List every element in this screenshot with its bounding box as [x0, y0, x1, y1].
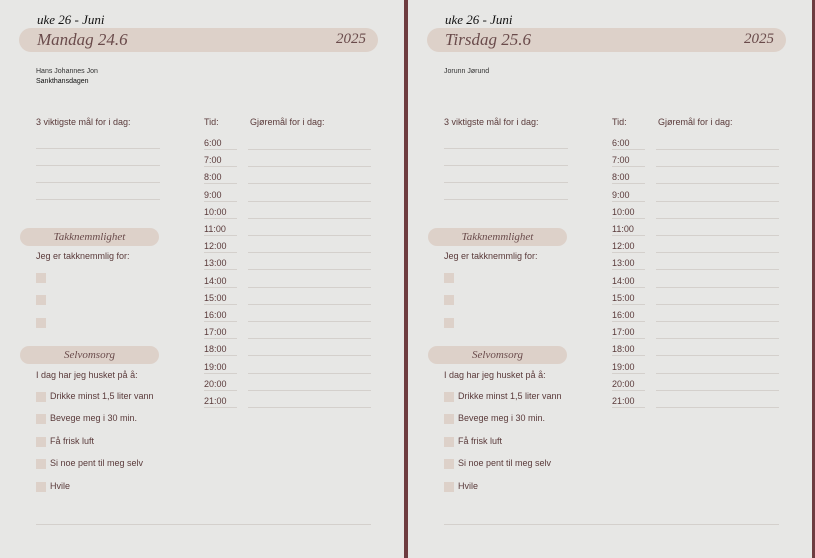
- selfcare-checkbox[interactable]: [444, 414, 454, 424]
- day-title: Mandag 24.6: [37, 30, 128, 49]
- selfcare-header: Selvomsorg: [428, 346, 567, 364]
- todo-line[interactable]: [248, 235, 371, 236]
- time-slot-label: 11:00: [204, 224, 226, 234]
- todo-line[interactable]: [656, 407, 779, 408]
- todo-line[interactable]: [248, 373, 371, 374]
- todo-line[interactable]: [656, 201, 779, 202]
- selfcare-header: Selvomsorg: [20, 346, 159, 364]
- time-slot-label: 8:00: [204, 172, 222, 183]
- todo-line[interactable]: [656, 235, 779, 236]
- time-slot-underline: [612, 235, 645, 236]
- todo-line[interactable]: [248, 269, 371, 270]
- selfcare-item-label: Bevege meg i 30 min.: [458, 413, 546, 424]
- selfcare-item-label: Hvile: [50, 480, 71, 491]
- time-slot-underline: [612, 338, 645, 339]
- todo-line[interactable]: [248, 183, 371, 184]
- selfcare-checkbox[interactable]: [36, 437, 46, 447]
- time-slot-underline: [204, 304, 237, 305]
- time-slot-underline: [204, 390, 237, 391]
- name-day-names: Hans Johannes Jon: [36, 68, 98, 75]
- todo-line[interactable]: [656, 338, 779, 339]
- time-slot-label: 7:00: [204, 155, 222, 166]
- todo-line[interactable]: [656, 304, 779, 305]
- time-slot-label: 20:00: [612, 378, 635, 389]
- todo-line[interactable]: [656, 355, 779, 356]
- todo-line[interactable]: [656, 287, 779, 288]
- gratitude-checkbox[interactable]: [36, 273, 46, 283]
- gratitude-prompt: Jeg er takknemmlig for:: [36, 251, 130, 261]
- time-slot-underline: [612, 373, 645, 374]
- bottom-note-line[interactable]: [36, 524, 371, 525]
- gratitude-checkbox[interactable]: [36, 295, 46, 305]
- time-slot-underline: [612, 407, 645, 408]
- selfcare-item-label: Få frisk luft: [458, 435, 503, 446]
- name-day-block: [444, 67, 489, 77]
- goal-line[interactable]: [444, 148, 568, 149]
- selfcare-item-label: Si noe pent til meg selv: [458, 458, 552, 469]
- selfcare-checkbox[interactable]: [444, 437, 454, 447]
- todo-line[interactable]: [656, 390, 779, 391]
- time-slot-label: 9:00: [204, 189, 222, 200]
- goals-heading: 3 viktigste mål for i dag:: [444, 117, 539, 127]
- time-slot-label: 14:00: [612, 275, 635, 286]
- time-slot-label: 16:00: [204, 310, 227, 320]
- selfcare-checkbox[interactable]: [36, 459, 46, 469]
- time-slot-label: 21:00: [612, 396, 635, 406]
- time-slot-underline: [204, 149, 237, 150]
- selfcare-checkbox[interactable]: [36, 392, 46, 402]
- day-title: Tirsdag 25.6: [445, 30, 531, 49]
- year-label: 2025: [336, 31, 366, 47]
- todo-line[interactable]: [248, 149, 371, 150]
- time-slot-underline: [204, 407, 237, 408]
- todo-line[interactable]: [656, 373, 779, 374]
- todo-line[interactable]: [656, 166, 779, 167]
- todo-line[interactable]: [248, 390, 371, 391]
- selfcare-checkbox[interactable]: [444, 392, 454, 402]
- todo-line[interactable]: [248, 166, 371, 167]
- time-slot-label: 17:00: [204, 327, 227, 338]
- time-slot-label: 20:00: [204, 378, 227, 389]
- time-slot-label: 12:00: [204, 241, 227, 252]
- selfcare-item-label: Si noe pent til meg selv: [50, 458, 144, 469]
- todo-line[interactable]: [248, 304, 371, 305]
- selfcare-item-label: Få frisk luft: [50, 435, 95, 446]
- bottom-note-line[interactable]: [444, 524, 779, 525]
- time-slot-underline: [612, 149, 645, 150]
- time-slot-label: 12:00: [612, 241, 635, 252]
- time-slot-underline: [204, 338, 237, 339]
- time-slot-label: 8:00: [612, 172, 630, 183]
- time-slot-label: 9:00: [612, 189, 630, 200]
- time-slot-label: 7:00: [612, 155, 630, 166]
- goal-line[interactable]: [444, 182, 568, 183]
- time-slot-underline: [204, 183, 237, 184]
- time-slot-label: 18:00: [204, 344, 227, 355]
- time-slot-underline: [612, 252, 645, 253]
- todo-line[interactable]: [248, 407, 371, 408]
- gratitude-checkbox[interactable]: [444, 273, 454, 283]
- todo-heading: Gjøremål for i dag:: [250, 117, 325, 127]
- time-slot-underline: [612, 304, 645, 305]
- selfcare-prompt: I dag har jeg husket på å:: [36, 370, 138, 380]
- gratitude-prompt: Jeg er takknemmlig for:: [444, 251, 538, 261]
- gratitude-header: Takknemmlighet: [428, 228, 567, 246]
- time-slot-underline: [204, 252, 237, 253]
- gratitude-checkbox[interactable]: [444, 318, 454, 328]
- year-label: 2025: [744, 31, 774, 47]
- day-header-band: [427, 28, 786, 52]
- time-slot-underline: [612, 355, 645, 356]
- time-slot-label: 18:00: [612, 344, 635, 355]
- time-slot-underline: [204, 166, 237, 167]
- time-slot-label: 6:00: [204, 138, 222, 148]
- todo-line[interactable]: [248, 321, 371, 322]
- todo-line[interactable]: [656, 252, 779, 253]
- selfcare-item-label: Drikke minst 1,5 liter vann: [50, 391, 154, 401]
- todo-line[interactable]: [656, 269, 779, 270]
- time-slot-underline: [204, 218, 237, 219]
- goal-line[interactable]: [444, 165, 568, 166]
- gratitude-checkbox[interactable]: [444, 295, 454, 305]
- time-slot-underline: [204, 355, 237, 356]
- time-slot-label: 15:00: [612, 292, 635, 303]
- time-slot-label: 19:00: [204, 361, 227, 372]
- time-slot-underline: [612, 218, 645, 219]
- time-slot-label: 15:00: [204, 292, 227, 303]
- time-slot-underline: [204, 235, 237, 236]
- time-slot-underline: [204, 287, 237, 288]
- time-heading: Tid:: [204, 117, 219, 127]
- todo-line[interactable]: [656, 218, 779, 219]
- todo-line[interactable]: [656, 183, 779, 184]
- time-slot-underline: [612, 287, 645, 288]
- goal-line[interactable]: [36, 182, 160, 183]
- time-heading: Tid:: [612, 117, 627, 127]
- selfcare-item-label: Drikke minst 1,5 liter vann: [458, 391, 562, 401]
- goals-heading: 3 viktigste mål for i dag:: [36, 117, 131, 127]
- time-slot-label: 6:00: [612, 138, 630, 148]
- day-header-band: [19, 28, 378, 52]
- holiday-label: Sankthansdagen: [36, 78, 89, 85]
- todo-heading: Gjøremål for i dag:: [658, 117, 733, 127]
- gratitude-checkbox[interactable]: [36, 318, 46, 328]
- selfcare-item-label: Hvile: [458, 480, 479, 491]
- time-slot-label: 10:00: [204, 206, 227, 217]
- time-slot-underline: [204, 269, 237, 270]
- goal-line[interactable]: [36, 165, 160, 166]
- selfcare-prompt: I dag har jeg husket på å:: [444, 370, 546, 380]
- time-slot-underline: [612, 390, 645, 391]
- todo-line[interactable]: [248, 218, 371, 219]
- time-slot-label: 13:00: [612, 258, 635, 269]
- time-slot-label: 13:00: [204, 258, 227, 269]
- time-slot-underline: [612, 201, 645, 202]
- todo-line[interactable]: [248, 287, 371, 288]
- time-slot-label: 10:00: [612, 206, 635, 217]
- selfcare-checkbox[interactable]: [444, 459, 454, 469]
- right-page: [408, 0, 815, 558]
- goal-line[interactable]: [36, 148, 160, 149]
- todo-line[interactable]: [248, 201, 371, 202]
- goal-line[interactable]: [444, 199, 568, 200]
- time-slot-underline: [204, 373, 237, 374]
- todo-line[interactable]: [248, 355, 371, 356]
- time-slot-underline: [204, 321, 237, 322]
- time-slot-label: 11:00: [612, 224, 634, 234]
- goal-line[interactable]: [36, 199, 160, 200]
- time-slot-label: 17:00: [612, 327, 635, 338]
- todo-line[interactable]: [248, 252, 371, 253]
- time-slot-underline: [204, 201, 237, 202]
- time-slot-label: 21:00: [204, 396, 227, 406]
- selfcare-checkbox[interactable]: [444, 482, 454, 492]
- left-page: [0, 0, 407, 558]
- time-slot-underline: [612, 269, 645, 270]
- time-slot-underline: [612, 166, 645, 167]
- week-label: uke 26 - Juni: [37, 12, 105, 27]
- week-label: uke 26 - Juni: [445, 12, 513, 27]
- selfcare-checkbox[interactable]: [36, 414, 46, 424]
- time-slot-label: 16:00: [612, 310, 635, 320]
- name-day-names: Jorunn Jørund: [444, 68, 490, 75]
- todo-line[interactable]: [248, 338, 371, 339]
- time-slot-underline: [612, 321, 645, 322]
- gratitude-header: Takknemmlighet: [20, 228, 159, 246]
- todo-line[interactable]: [656, 149, 779, 150]
- todo-line[interactable]: [656, 321, 779, 322]
- binding-spine: [404, 0, 408, 558]
- time-slot-underline: [612, 183, 645, 184]
- selfcare-checkbox[interactable]: [36, 482, 46, 492]
- time-slot-label: 14:00: [204, 275, 227, 286]
- name-day-block: [36, 67, 98, 87]
- time-slot-label: 19:00: [612, 361, 635, 372]
- selfcare-item-label: Bevege meg i 30 min.: [50, 413, 138, 424]
